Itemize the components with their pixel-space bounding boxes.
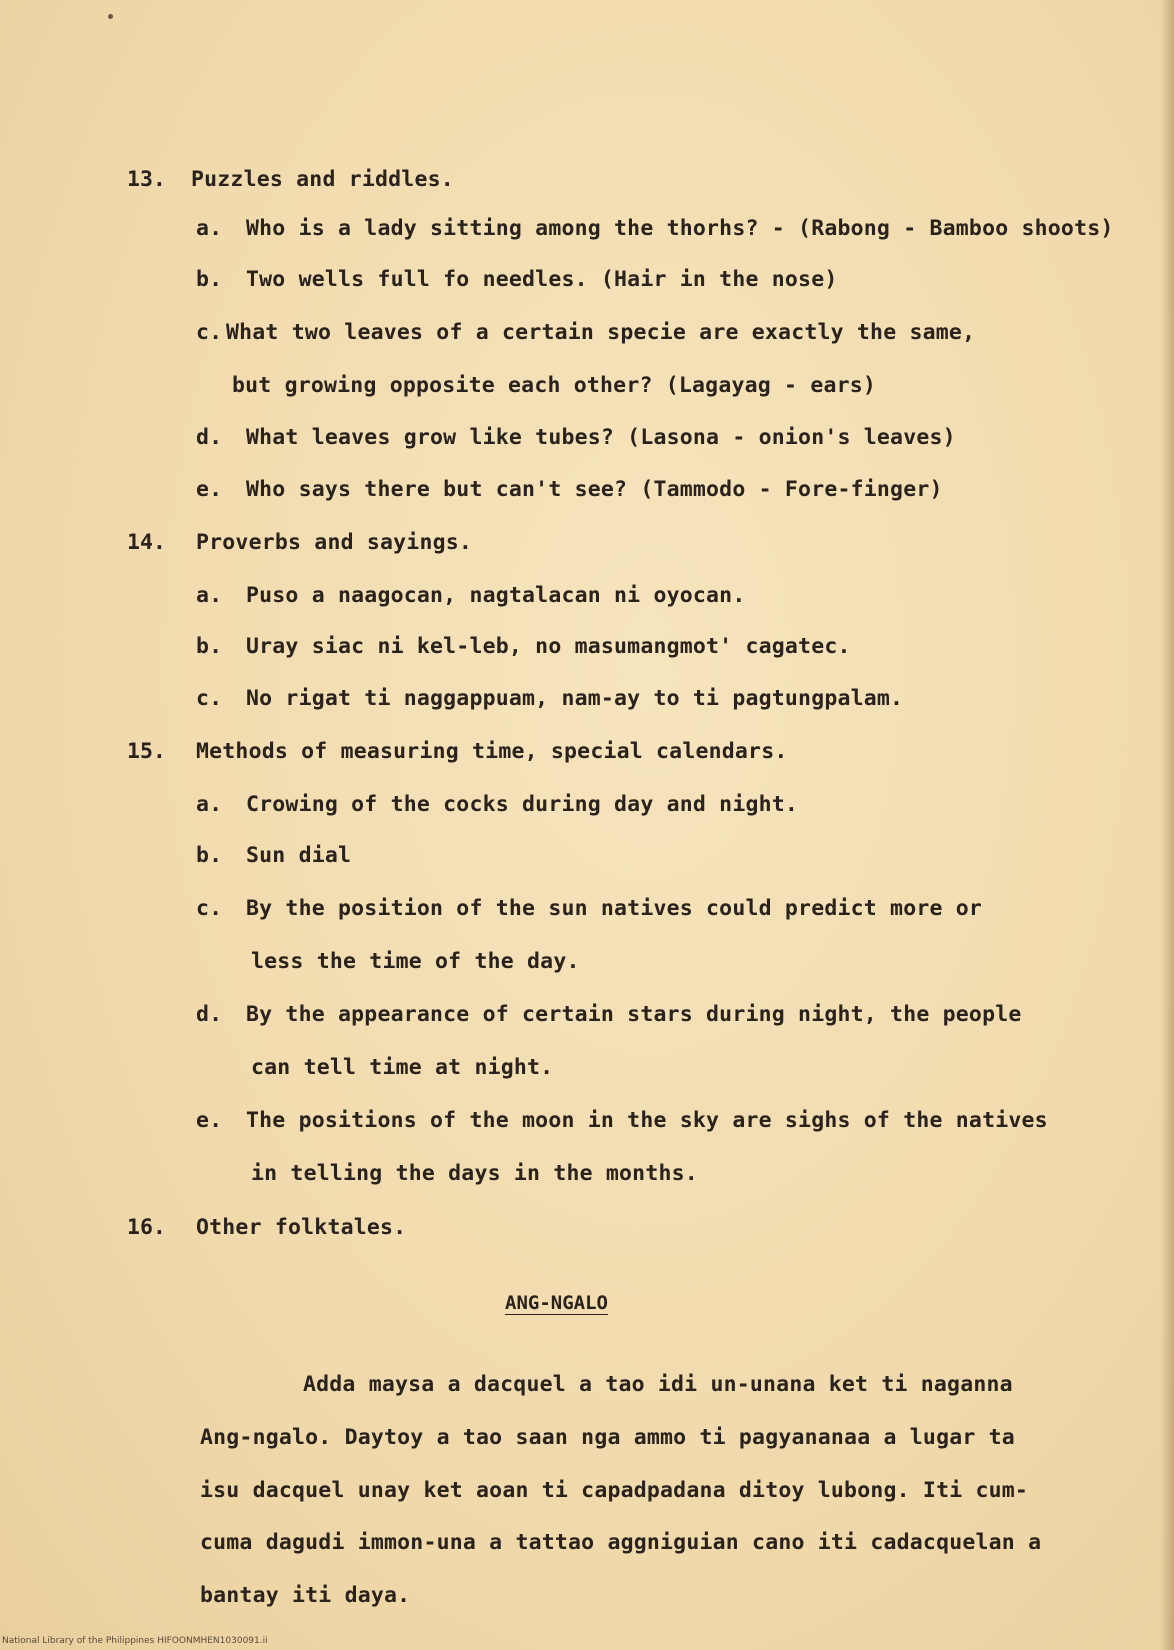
story-paragraph-line: bantay iti daya. xyxy=(200,1583,411,1608)
section-number: 15. xyxy=(127,739,166,764)
archive-footer: National Library of the Philippines HIFOONMHEN1030091.ii xyxy=(2,1636,268,1646)
item-text-continued: but growing opposite each other? (Lagayag - ears) xyxy=(232,373,877,398)
item-letter: b. xyxy=(196,843,223,868)
section-title: Other folktales. xyxy=(196,1215,407,1240)
item-letter: d. xyxy=(196,425,223,450)
item-text: No rigat ti naggappuam, nam-ay to ti pagtungpalam. xyxy=(246,686,904,711)
item-text-continued: in telling the days in the months. xyxy=(251,1161,698,1186)
section-number: 13. xyxy=(127,167,166,192)
section-title: Proverbs and sayings. xyxy=(196,530,473,555)
item-text-continued: less the time of the day. xyxy=(251,949,580,974)
item-text: Uray siac ni kel-leb, no masumangmot' cagatec. xyxy=(246,634,851,659)
item-letter: b. xyxy=(196,267,223,292)
item-letter: e. xyxy=(196,1108,223,1133)
item-text: What two leaves of a certain specie are exactly the same, xyxy=(226,320,976,345)
section-title: Puzzles and riddles. xyxy=(191,167,454,192)
item-letter: c. xyxy=(196,320,223,345)
paper-edge-shadow xyxy=(1160,0,1174,1650)
item-letter: a. xyxy=(196,583,223,608)
section-title: Methods of measuring time, special calendars. xyxy=(196,739,788,764)
item-letter: a. xyxy=(196,216,223,241)
story-title: ANG-NGALO xyxy=(505,1292,608,1314)
item-text: Sun dial xyxy=(246,843,352,868)
item-letter: d. xyxy=(196,1002,223,1027)
item-text: Who says there but can't see? (Tammodo - Fore-finger) xyxy=(246,477,943,502)
item-text: By the position of the sun natives could predict more or xyxy=(246,896,983,921)
item-text: By the appearance of certain stars during night, the people xyxy=(246,1002,1022,1027)
section-number: 16. xyxy=(127,1215,166,1240)
item-text: What leaves grow like tubes? (Lasona - onion's leaves) xyxy=(246,425,956,450)
item-text-continued: can tell time at night. xyxy=(251,1055,554,1080)
ink-speck xyxy=(108,14,113,19)
item-letter: a. xyxy=(196,792,223,817)
item-letter: b. xyxy=(196,634,223,659)
story-paragraph-line: Adda maysa a dacquel a tao idi un-unana ket ti naganna xyxy=(303,1372,1013,1397)
story-paragraph-line: cuma dagudi immon-una a tattao aggniguian cano iti cadacquelan a xyxy=(200,1530,1042,1555)
item-text: Two wells full fo needles. (Hair in the nose) xyxy=(246,267,838,292)
item-letter: c. xyxy=(196,686,223,711)
item-text: Crowing of the cocks during day and night. xyxy=(246,792,799,817)
story-paragraph-line: Ang-ngalo. Daytoy a tao saan nga ammo ti pagyananaa a lugar ta xyxy=(200,1425,1015,1450)
item-text: Puso a naagocan, nagtalacan ni oyocan. xyxy=(246,583,746,608)
item-letter: e. xyxy=(196,477,223,502)
story-paragraph-line: isu dacquel unay ket aoan ti capadpadana ditoy lubong. Iti cum- xyxy=(200,1478,1029,1503)
item-letter: c. xyxy=(196,896,223,921)
section-number: 14. xyxy=(127,530,166,555)
item-text: Who is a lady sitting among the thorhs? - (Rabong - Bamboo shoots) xyxy=(246,216,1114,241)
item-text: The positions of the moon in the sky are sighs of the natives xyxy=(246,1108,1048,1133)
